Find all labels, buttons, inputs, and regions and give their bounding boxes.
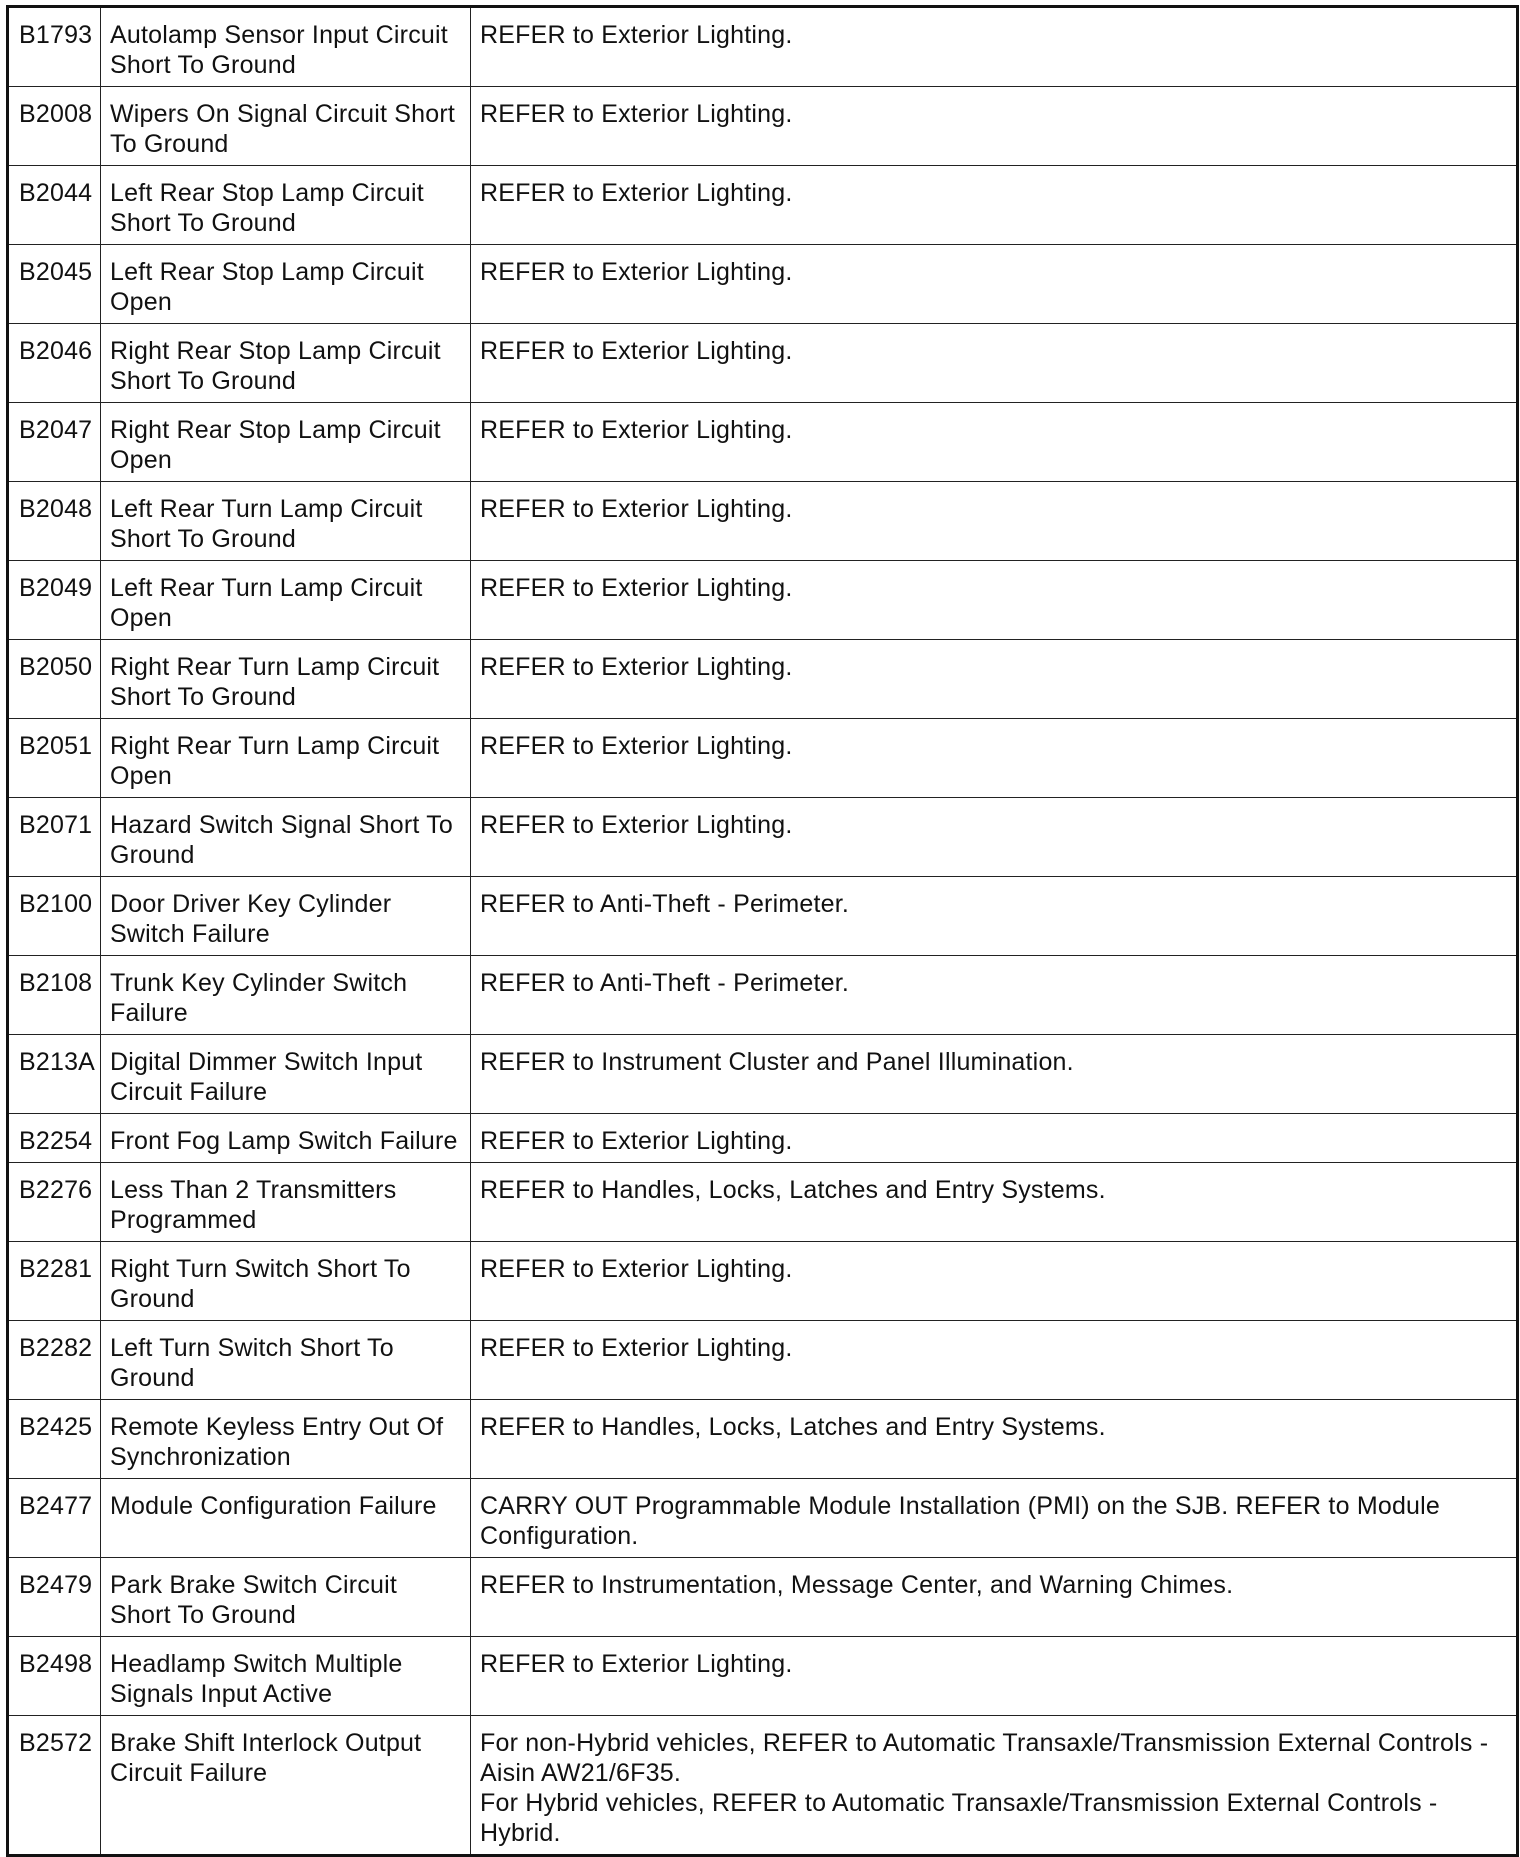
table-row <box>8 1637 1518 1716</box>
action-text: REFER to Instrument Cluster and Panel Illumination. <box>480 1048 1074 1076</box>
action-text: REFER to Exterior Lighting. <box>480 100 793 128</box>
dtc-description: Module Configuration Failure <box>101 1479 471 1558</box>
dtc-action <box>471 1163 1518 1242</box>
action-text: REFER to Handles, Locks, Latches and Entry Systems. <box>480 1413 1106 1441</box>
action-text: REFER to Instrumentation, Message Center, and Warning Chimes. <box>480 1571 1234 1599</box>
dtc-action <box>471 245 1518 324</box>
dtc-code: B2477 <box>8 1479 101 1558</box>
dtc-action <box>471 324 1518 403</box>
dtc-description: Right Rear Turn Lamp Circuit Open <box>101 719 471 798</box>
dtc-code: B2254 <box>8 1114 101 1163</box>
table-row <box>8 1321 1518 1400</box>
dtc-code: B2281 <box>8 1242 101 1321</box>
dtc-code: B1793 <box>8 7 101 87</box>
dtc-action <box>471 1558 1518 1637</box>
table-row <box>8 403 1518 482</box>
dtc-action <box>471 1321 1518 1400</box>
dtc-action <box>471 1400 1518 1479</box>
dtc-action <box>471 1242 1518 1321</box>
table-row <box>8 956 1518 1035</box>
action-text: REFER to Exterior Lighting. <box>480 653 793 681</box>
table-row <box>8 87 1518 166</box>
dtc-code: B2044 <box>8 166 101 245</box>
table-row <box>8 1716 1518 1856</box>
action-text: REFER to Handles, Locks, Latches and Entry Systems. <box>480 1176 1106 1204</box>
table-row <box>8 1479 1518 1558</box>
dtc-table <box>6 5 1519 1857</box>
dtc-description: Left Rear Turn Lamp Circuit Short To Ground <box>101 482 471 561</box>
dtc-description: Headlamp Switch Multiple Signals Input Active <box>101 1637 471 1716</box>
dtc-action <box>471 877 1518 956</box>
dtc-action <box>471 719 1518 798</box>
dtc-action <box>471 482 1518 561</box>
dtc-action <box>471 1716 1518 1856</box>
dtc-code: B2071 <box>8 798 101 877</box>
dtc-code: B2100 <box>8 877 101 956</box>
dtc-code: B2498 <box>8 1637 101 1716</box>
dtc-action <box>471 7 1518 87</box>
dtc-description: Left Rear Stop Lamp Circuit Open <box>101 245 471 324</box>
dtc-code: B2051 <box>8 719 101 798</box>
table-row <box>8 877 1518 956</box>
dtc-action <box>471 1479 1518 1558</box>
table-row <box>8 640 1518 719</box>
table-row <box>8 1558 1518 1637</box>
action-text: For Hybrid vehicles, REFER to Automatic Transaxle/Transmission External Controls - Hybrid. <box>480 1789 1438 1847</box>
action-text: REFER to Anti-Theft - Perimeter. <box>480 890 850 918</box>
dtc-code: B2276 <box>8 1163 101 1242</box>
action-text: REFER to Exterior Lighting. <box>480 337 793 365</box>
table-row <box>8 482 1518 561</box>
dtc-description: Right Rear Stop Lamp Circuit Open <box>101 403 471 482</box>
dtc-description: Trunk Key Cylinder Switch Failure <box>101 956 471 1035</box>
dtc-code: B2045 <box>8 245 101 324</box>
dtc-description: Left Rear Turn Lamp Circuit Open <box>101 561 471 640</box>
dtc-description: Less Than 2 Transmitters Programmed <box>101 1163 471 1242</box>
dtc-description: Door Driver Key Cylinder Switch Failure <box>101 877 471 956</box>
table-row <box>8 1400 1518 1479</box>
table-row <box>8 719 1518 798</box>
table-row <box>8 245 1518 324</box>
action-text: REFER to Anti-Theft - Perimeter. <box>480 969 850 997</box>
dtc-code: B2479 <box>8 1558 101 1637</box>
dtc-action <box>471 561 1518 640</box>
dtc-action <box>471 1114 1518 1163</box>
dtc-description: Left Turn Switch Short To Ground <box>101 1321 471 1400</box>
dtc-code: B2282 <box>8 1321 101 1400</box>
action-text: REFER to Exterior Lighting. <box>480 811 793 839</box>
dtc-description: Wipers On Signal Circuit Short To Ground <box>101 87 471 166</box>
dtc-code: B2108 <box>8 956 101 1035</box>
dtc-code: B213A <box>8 1035 101 1114</box>
table-row <box>8 166 1518 245</box>
table-row <box>8 324 1518 403</box>
dtc-action <box>471 1035 1518 1114</box>
table-row <box>8 798 1518 877</box>
table-row <box>8 1114 1518 1163</box>
dtc-code: B2047 <box>8 403 101 482</box>
dtc-description: Right Rear Stop Lamp Circuit Short To Ground <box>101 324 471 403</box>
dtc-action <box>471 956 1518 1035</box>
dtc-action <box>471 798 1518 877</box>
dtc-code: B2425 <box>8 1400 101 1479</box>
dtc-description: Hazard Switch Signal Short To Ground <box>101 798 471 877</box>
table-row <box>8 1163 1518 1242</box>
dtc-description: Left Rear Stop Lamp Circuit Short To Ground <box>101 166 471 245</box>
action-text: REFER to Exterior Lighting. <box>480 21 793 49</box>
dtc-code: B2050 <box>8 640 101 719</box>
dtc-description: Park Brake Switch Circuit Short To Ground <box>101 1558 471 1637</box>
table-row <box>8 561 1518 640</box>
dtc-description: Digital Dimmer Switch Input Circuit Failure <box>101 1035 471 1114</box>
table-row <box>8 1035 1518 1114</box>
action-text: For non-Hybrid vehicles, REFER to Automatic Transaxle/Transmission External Controls - Aisin AW21/6F35. <box>480 1729 1489 1787</box>
dtc-code: B2046 <box>8 324 101 403</box>
dtc-description: Right Rear Turn Lamp Circuit Short To Ground <box>101 640 471 719</box>
dtc-code: B2008 <box>8 87 101 166</box>
action-text: REFER to Exterior Lighting. <box>480 1334 793 1362</box>
action-text: REFER to Exterior Lighting. <box>480 732 793 760</box>
dtc-description: Right Turn Switch Short To Ground <box>101 1242 471 1321</box>
dtc-description: Remote Keyless Entry Out Of Synchronization <box>101 1400 471 1479</box>
action-text: REFER to Exterior Lighting. <box>480 1127 793 1155</box>
action-text: REFER to Exterior Lighting. <box>480 574 793 602</box>
table-row <box>8 7 1518 87</box>
dtc-action <box>471 166 1518 245</box>
dtc-code: B2048 <box>8 482 101 561</box>
dtc-action <box>471 1637 1518 1716</box>
dtc-description: Front Fog Lamp Switch Failure <box>101 1114 471 1163</box>
action-text: REFER to Exterior Lighting. <box>480 258 793 286</box>
dtc-action <box>471 640 1518 719</box>
dtc-code: B2049 <box>8 561 101 640</box>
action-text: REFER to Exterior Lighting. <box>480 1650 793 1678</box>
dtc-action <box>471 403 1518 482</box>
dtc-description: Autolamp Sensor Input Circuit Short To Ground <box>101 7 471 87</box>
dtc-code: B2572 <box>8 1716 101 1856</box>
action-text: CARRY OUT Programmable Module Installation (PMI) on the SJB. REFER to Module Configuration. <box>480 1492 1441 1550</box>
table-row <box>8 1242 1518 1321</box>
dtc-action <box>471 87 1518 166</box>
action-text: REFER to Exterior Lighting. <box>480 416 793 444</box>
action-text: REFER to Exterior Lighting. <box>480 1255 793 1283</box>
dtc-description: Brake Shift Interlock Output Circuit Failure <box>101 1716 471 1856</box>
action-text: REFER to Exterior Lighting. <box>480 495 793 523</box>
action-text: REFER to Exterior Lighting. <box>480 179 793 207</box>
